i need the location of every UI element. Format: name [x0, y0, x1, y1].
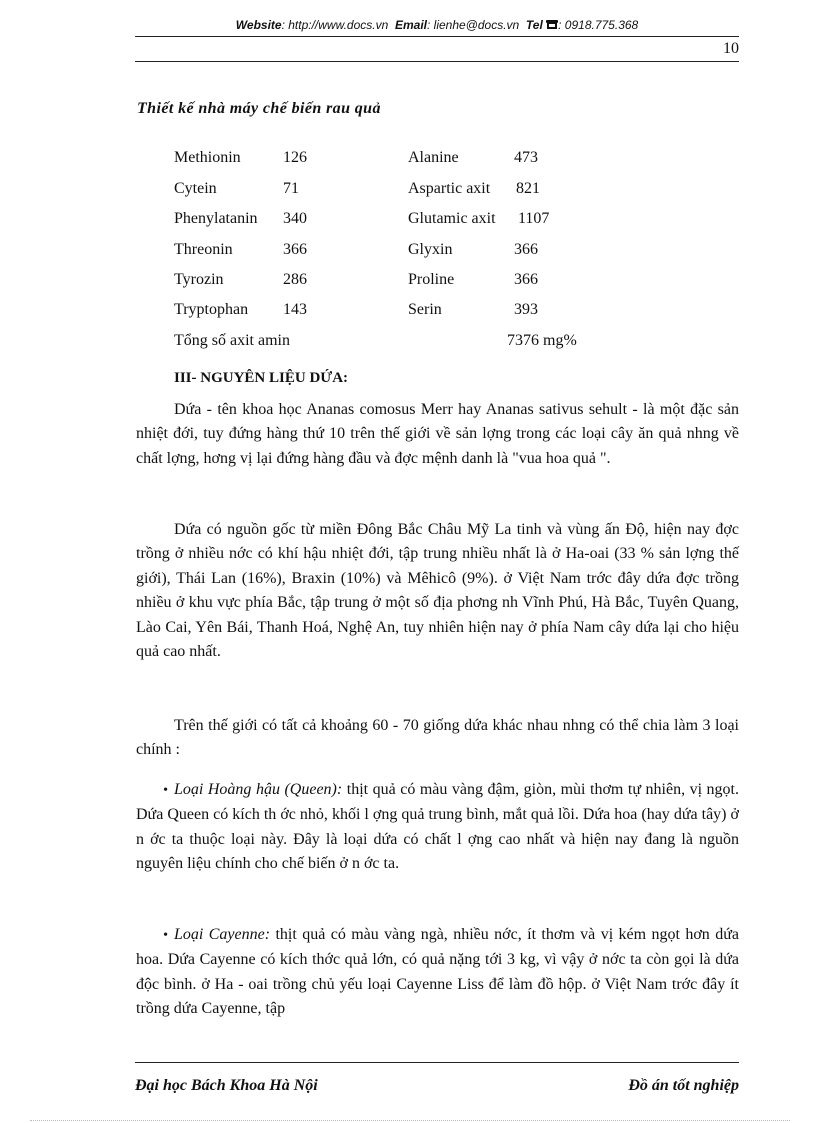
list-item-label: Loại Cayenne:: [174, 926, 271, 943]
amino-name: Alanine: [408, 149, 459, 166]
bullet-icon: •: [163, 928, 168, 943]
amino-value: 473: [514, 149, 538, 166]
amino-value: 143: [283, 301, 307, 318]
paragraph: Trên thế giới có tất cả khoảng 60 - 70 giống dứa khác nhau nhng có thể chia làm 3 loại chính :: [136, 717, 739, 759]
amino-name: Aspartic axit: [408, 180, 491, 197]
page-edge-divider: [30, 1120, 790, 1121]
amino-value: 393: [514, 301, 538, 318]
section-heading: III- NGUYÊN LIỆU DỨA:: [174, 370, 349, 386]
website-header: Website: http://www.docs.vn Email: lienhe@docs.vn Tel : 0918.775.368: [235, 18, 639, 32]
header-rule-top: [135, 36, 739, 37]
amino-value: 340: [283, 210, 307, 227]
footer-rule: [135, 1062, 739, 1063]
running-title: Thiết kế nhà máy chế biến rau quả: [137, 100, 381, 117]
amino-name: Tryptophan: [174, 301, 249, 318]
amino-name: Glyxin: [408, 241, 453, 258]
bullet-icon: •: [163, 783, 168, 798]
page-number: 10: [723, 40, 739, 57]
amino-value: 71: [283, 180, 299, 197]
paragraph: Dứa có nguồn gốc từ miền Đông Bắc Châu Mỹ La tinh và vùng ấn Độ, hiện nay đợc trồng ở nhiều nớc có khí hậu nhiệt đới, tập trung nhiều nhất là ở Ha-oai (33 % sản lợng thế giới), Thái Lan (16%), Braxin (10%) và Mêhicô (9%). ở Việt Nam trớc đây dứa đợc trồng nhiều ở khu vực phía Bắc, tập trung ở một số địa phơng nh Vĩnh Phú, Hà Bắc, Tuyên Quang, Lào Cai, Yên Bái, Thanh Hoá, Nghệ An, tuy nhiên hiện nay ở phía Nam cây dứa lại cho hiệu quả cao nhất.: [136, 521, 739, 661]
amino-total-value: 7376 mg%: [507, 332, 577, 349]
phone-icon: [546, 19, 558, 33]
amino-value: 821: [516, 180, 540, 197]
amino-name: Serin: [408, 301, 442, 318]
footer-thesis: Đồ án tốt nghiệp: [628, 1077, 739, 1094]
email-link[interactable]: : lienhe@docs.vn: [426, 18, 520, 32]
list-item: • Loại Hoàng hậu (Queen): thịt quả có màu vàng đậm, giòn, mùi thơm tự nhiên, vị ngọt. Dứa Queen có kích th ớc nhỏ, khối l ợng quả trung bình, mắt quả lồi. Dứa hoa (hay dứa tây) ở n ớc ta thuộc loại này. Đây là loại dứa có chất l ợng cao nhất và hiện nay đang là nguồn nguyên liệu chính cho chế biến ở n ớc ta.: [136, 781, 739, 873]
footer-university: Đại học Bách Khoa Hà Nội: [135, 1077, 318, 1094]
list-item-label: Loại Hoàng hậu (Queen):: [174, 781, 343, 798]
amino-name: Phenylatanin: [174, 210, 258, 227]
amino-name: Glutamic axit: [408, 210, 496, 227]
amino-value: 286: [283, 271, 307, 288]
amino-name: Tyrozin: [174, 271, 224, 288]
paragraph: Dứa - tên khoa học Ananas comosus Merr hay Ananas sativus sehult - là một đặc sản nhiệt đới, tuy đứng hàng thứ 10 trên thế giới về sản lợng trong các loại cây ăn quả nhng về chất lợng, hơng vị lại đứng hàng đầu và đợc mệnh danh là "vua hoa quả ".: [136, 401, 739, 467]
list-item: • Loại Cayenne: thịt quả có màu vàng ngà, nhiều nớc, ít thơm và vị kém ngọt hơn dứa hoa. Dứa Cayenne có kích thớc quả lớn, có quả nặng tới 3 kg, vì vậy ở nớc ta còn gọi là dứa độc bình. ở Ha - oai trồng chủ yếu loại Cayenne Liss để làm đồ hộp. ở Việt Nam trớc đây ít trồng dứa Cayenne, tập: [136, 926, 739, 1018]
amino-name: Proline: [408, 271, 455, 288]
amino-value: 126: [283, 149, 307, 166]
header-rule-bottom: [135, 61, 739, 62]
amino-name: Methionin: [174, 149, 241, 166]
amino-value: 366: [283, 241, 307, 258]
amino-name: Cytein: [174, 180, 217, 197]
website-link[interactable]: : http://www.docs.vn: [281, 18, 389, 32]
amino-value: 366: [514, 271, 538, 288]
amino-total-label: Tổng số axit amin: [174, 332, 290, 349]
amino-value: 1107: [518, 210, 550, 227]
amino-name: Threonin: [174, 241, 233, 258]
amino-value: 366: [514, 241, 538, 258]
